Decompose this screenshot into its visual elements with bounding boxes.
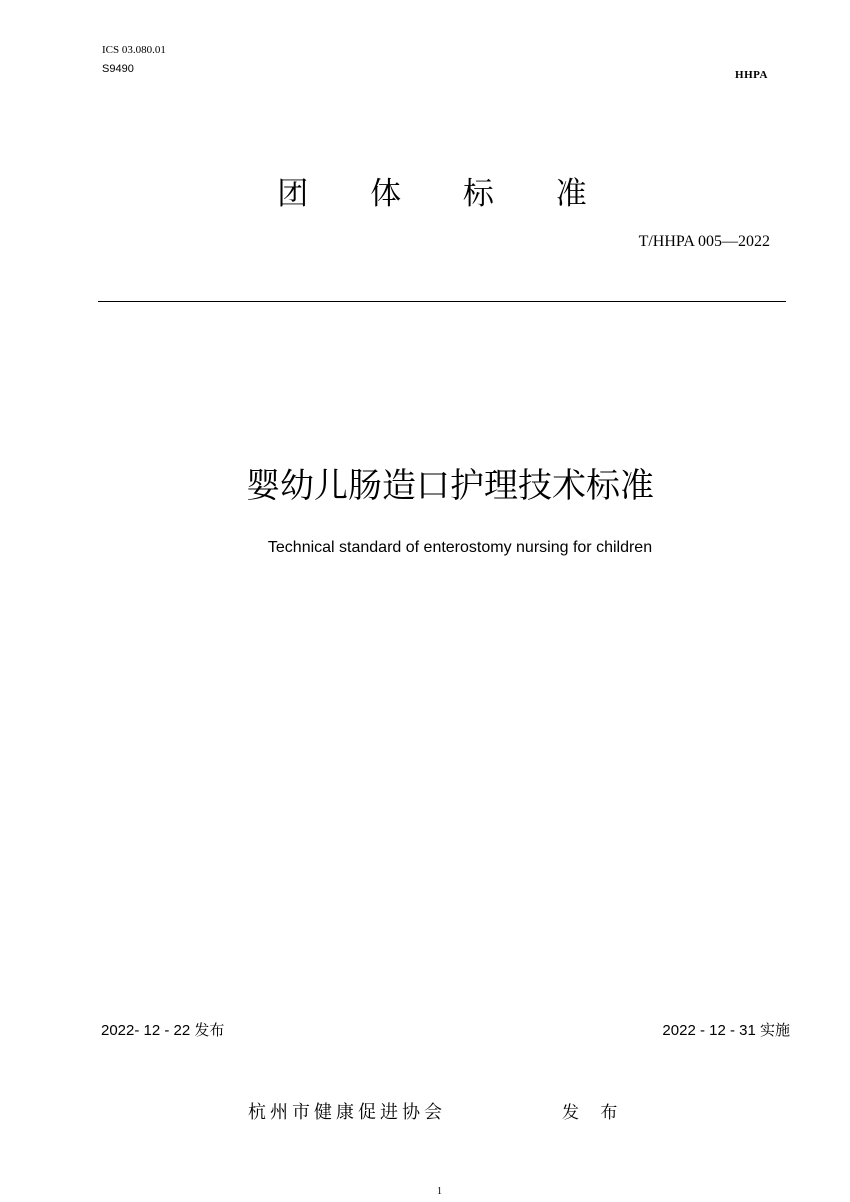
implementation-date: 2022 - 12 - 31 实施 [662,1022,790,1039]
ics-code: ICS 03.080.01 [102,44,166,56]
page-number: 1 [437,1186,442,1197]
title-chinese: 婴幼儿肠造口护理技术标准 [246,466,654,506]
publish-label: 发 布 [562,1103,626,1123]
classification-code: S9490 [102,63,134,75]
header-divider [98,301,786,302]
organization-abbreviation: HHPA [735,69,768,81]
issue-date: 2022- 12 - 22 发布 [101,1022,225,1039]
publisher-name: 杭州市健康促进协会 [248,1102,446,1123]
document-number: T/HHPA 005—2022 [638,233,770,250]
document-type: 团 体 标 准 [277,176,613,212]
title-english: Technical standard of enterostomy nursing for children [267,539,653,556]
